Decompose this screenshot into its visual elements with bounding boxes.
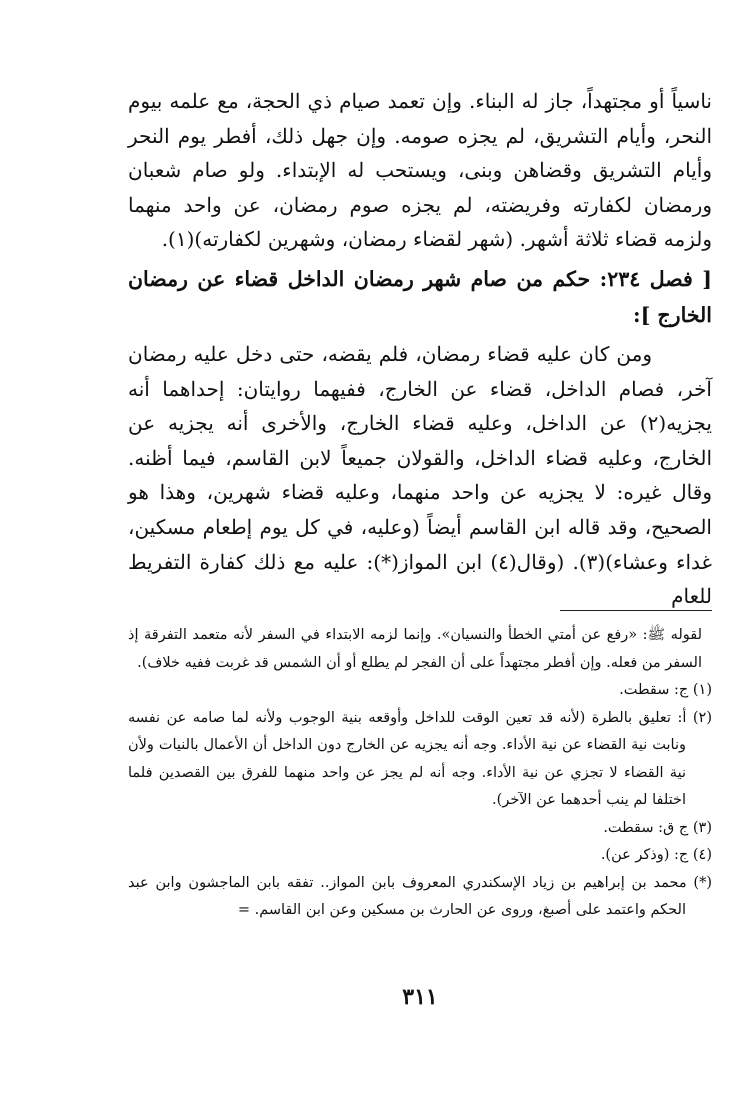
main-text: [128, 84, 712, 614]
page-body: [128, 84, 712, 1010]
footnote-1: (١) ج: سقطت.: [619, 682, 712, 698]
page-number: ٣١١: [402, 984, 438, 1010]
footnote-separator: [560, 610, 712, 611]
paragraph-2: ومن كان عليه قضاء رمضان، فلم يقضه، حتى دخل عليه رمضان آخر، فصام الداخل، قضاء عن الخارج، ففيهما روايتان: إحداهما أنه يجزيه(٢) عن الداخل، وعليه قضاء الخارج، والأخرى أنه يجزيه عن الخارج، وعليه قضاء الداخل، والقولان جميعاً لابن القاسم، فيما أظنه. وقال غيره: لا يجزيه عن واحد منهما، وعليه قضاء شهرين، وهذا هو الصحيح، وقد قاله ابن القاسم أيضاً (وعليه، في كل يوم إطعام مسكين، غداء وعشاء)(٣). (وقال(٤) ابن المواز(*): عليه مع ذلك كفارة التفريط للعام: [128, 341, 712, 609]
footnote-star: (*) محمد بن إبراهيم بن زياد الإسكندري المعروف بابن المواز.. تفقه بابن الماجشون وابن عبد الحكم واعتمد على أصبغ، وروى عن الحارث بن مسكين وعن ابن القاسم. =: [128, 874, 712, 918]
footnote-4: (٤) ج: (وذكر عن).: [600, 847, 712, 863]
footnote-3: (٣) ج ق: سقطت.: [603, 819, 712, 836]
footnote-continuation: لقوله ﷺ: «رفع عن أمتي الخطأ والنسيان». وإنما لزمه الابتداء في السفر لأنه متعمد التفرقة إذ السفر من فعله. وإن أفطر مجتهداً على أن الفجر لم يطلع أو أن الشمس قد غربت ففيه خلاف).: [128, 627, 702, 671]
footnote-2: (٢) أ: تعليق بالطرة (لأنه قد تعين الوقت للداخل وأوقعه بنية الوجوب ولأنه لما صامه عن نفسه ونابت نية القضاء عن نية الأداء. وجه أنه يجزيه عن الخارج دون الداخل أن الأعمال بالنيات ولأن نية القضاء لا تجزي عن نية الأداء. وجه أنه لم يجز عن واحد منهما للفرق بين القصدين فلما اختلفا لم ينب أحدهما عن الآخر).: [128, 709, 712, 808]
paragraph-1: ناسياً أو مجتهداً، جاز له البناء. وإن تعمد صيام ذي الحجة، مع علمه بيوم النحر، وأيام التشريق، لم يجزه صومه. وإن جهل ذلك، أفطر يوم النحر وأيام التشريق وقضاهن وبنى، ويستحب له الإبتداء. ولو صام شعبان ورمضان لكفارته وفريضته، لم يجزه صوم رمضان، عن واحد منهما ولزمه قضاء ثلاثة أشهر. (شهر لقضاء رمضان، وشهرين لكفارته)(١).: [128, 89, 712, 252]
section-heading: [ فصل ٢٣٤: حكم من صام شهر رمضان الداخل قضاء عن رمضان الخارج ]:: [128, 266, 712, 327]
footnotes: [128, 622, 712, 925]
